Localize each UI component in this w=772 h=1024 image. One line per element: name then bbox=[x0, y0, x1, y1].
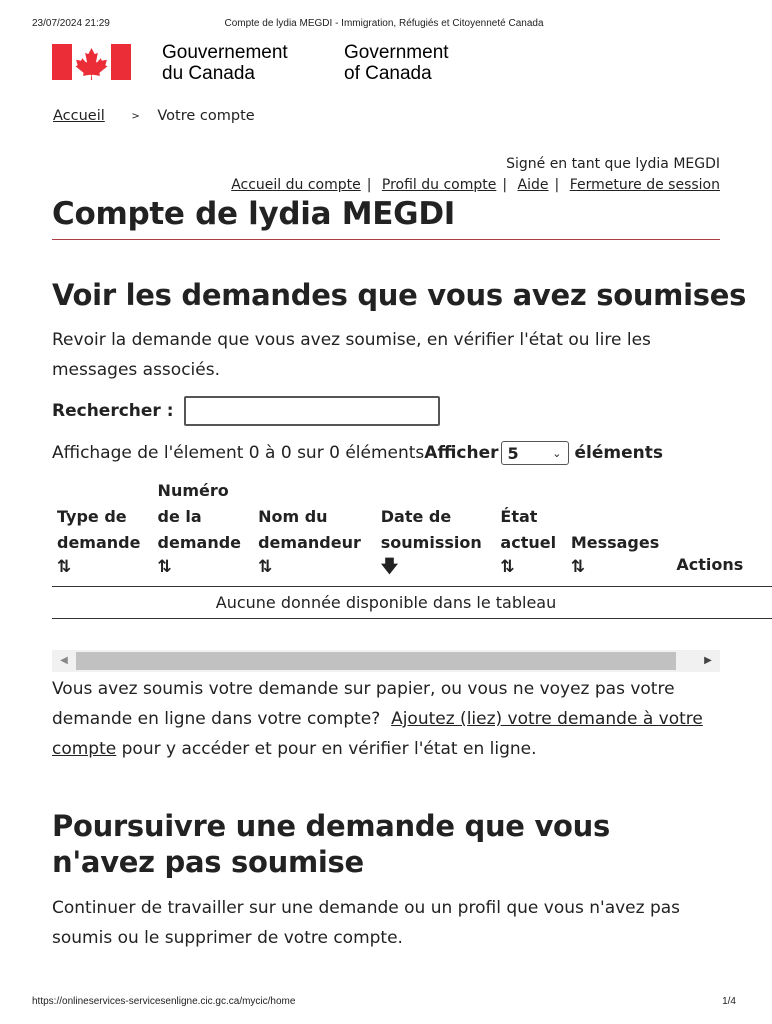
column-header-actions bbox=[671, 478, 772, 587]
breadcrumb-home-link[interactable]: Accueil bbox=[53, 108, 105, 124]
print-footer bbox=[32, 996, 736, 1007]
column-header-label: État actuel bbox=[500, 507, 557, 552]
unsubmitted-applications-intro: Continuer de travailler sur une demande ou un profil que vous n'avez pas soumis ou le supprimer de votre compte. bbox=[52, 898, 681, 948]
paper-text-part1: Vous avez soumis votre demande sur papier, ou vous ne voyez pas votre demande en ligne dans votre compte? bbox=[52, 679, 675, 729]
signature-fr-line1: Gouvernement bbox=[162, 42, 288, 63]
chevron-down-icon: ⌄ bbox=[552, 446, 562, 460]
scroll-left-icon[interactable]: ◀ bbox=[60, 655, 68, 666]
search-row bbox=[52, 396, 440, 426]
column-header-label: Numéro de la demande bbox=[157, 481, 242, 552]
sort-icon: ⇅ bbox=[258, 557, 270, 577]
print-page-number: 1/4 bbox=[722, 996, 736, 1007]
signature-en-line2: of Canada bbox=[344, 63, 432, 84]
page-length-value: 5 bbox=[507, 443, 519, 463]
horizontal-scrollbar[interactable] bbox=[52, 650, 720, 672]
column-header-label: Messages bbox=[570, 533, 660, 552]
table-info-row bbox=[52, 441, 663, 465]
nav-separator: | bbox=[502, 177, 508, 193]
help-link[interactable]: Aide bbox=[517, 177, 549, 193]
search-input[interactable] bbox=[184, 396, 440, 426]
account-nav bbox=[231, 177, 720, 193]
print-page-title: Compte de lydia MEGDI - Immigration, Réfugiés et Citoyenneté Canada bbox=[224, 18, 544, 29]
signature-english bbox=[344, 42, 449, 84]
nav-separator: | bbox=[366, 177, 372, 193]
breadcrumb bbox=[53, 108, 255, 124]
show-label: Afficher bbox=[424, 443, 499, 463]
breadcrumb-separator: > bbox=[131, 111, 140, 122]
showing-count-text: Affichage de l'élement 0 à 0 sur 0 éléments bbox=[52, 443, 425, 463]
signature-fr-line2: du Canada bbox=[162, 63, 255, 84]
paper-text-part2: pour y accéder et pour en vérifier l'état en ligne. bbox=[121, 739, 537, 759]
print-timestamp: 23/07/2024 21:29 bbox=[32, 18, 110, 29]
table-row bbox=[52, 587, 772, 619]
signature-en-line1: Government bbox=[344, 42, 449, 63]
applications-table-container bbox=[52, 478, 744, 619]
signed-in-status: Signé en tant que lydia MEGDI bbox=[506, 156, 720, 172]
elements-label: éléments bbox=[574, 443, 663, 463]
column-header-label: Type de demande bbox=[57, 507, 141, 552]
paper-application-text bbox=[52, 674, 720, 764]
scroll-right-icon[interactable]: ▶ bbox=[704, 655, 712, 666]
column-header-label: Actions bbox=[676, 555, 744, 574]
breadcrumb-current: Votre compte bbox=[157, 108, 255, 124]
signature-french bbox=[162, 42, 288, 84]
unsubmitted-applications-heading: Poursuivre une demande que vous n'avez pas soumise bbox=[52, 809, 610, 879]
empty-table-message: Aucune donnée disponible dans le tableau bbox=[52, 587, 772, 619]
column-header-applicant[interactable] bbox=[253, 478, 376, 587]
sort-icon: ⇅ bbox=[500, 557, 512, 577]
logout-link[interactable]: Fermeture de session bbox=[569, 177, 720, 193]
submitted-applications-heading: Voir les demandes que vous avez soumises bbox=[52, 278, 747, 312]
page-length-select[interactable] bbox=[501, 441, 569, 465]
column-header-label: Date de soumission bbox=[380, 507, 482, 552]
canada-flag-icon bbox=[52, 44, 131, 80]
page-title: Compte de lydia MEGDI bbox=[52, 196, 720, 240]
account-home-link[interactable]: Accueil du compte bbox=[231, 177, 361, 193]
sort-icon: ⇅ bbox=[157, 557, 169, 577]
applications-table bbox=[52, 478, 772, 619]
column-header-label: Nom du demandeur bbox=[258, 507, 361, 552]
account-profile-link[interactable]: Profil du compte bbox=[381, 177, 497, 193]
sort-icon: ⇅ bbox=[570, 557, 583, 577]
submitted-applications-intro: Revoir la demande que vous avez soumise, en vérifier l'état ou lire les messages associés. bbox=[52, 330, 651, 380]
scrollbar-thumb[interactable] bbox=[76, 652, 676, 670]
link-application-link[interactable]: Ajoutez (liez) votre demande à votre compte bbox=[52, 709, 703, 759]
column-header-number[interactable] bbox=[153, 478, 254, 587]
column-header-messages[interactable] bbox=[566, 478, 672, 587]
nav-separator: | bbox=[554, 177, 560, 193]
column-header-type[interactable] bbox=[52, 478, 153, 587]
print-url: https://onlineservices-servicesenligne.cic.gc.ca/mycic/home bbox=[32, 996, 296, 1007]
sort-desc-icon: 🡇 bbox=[380, 557, 396, 577]
table-header-row bbox=[52, 478, 772, 587]
sort-icon: ⇅ bbox=[57, 557, 69, 577]
column-header-date[interactable] bbox=[376, 478, 496, 587]
search-label: Rechercher : bbox=[52, 401, 174, 421]
column-header-status[interactable] bbox=[495, 478, 565, 587]
